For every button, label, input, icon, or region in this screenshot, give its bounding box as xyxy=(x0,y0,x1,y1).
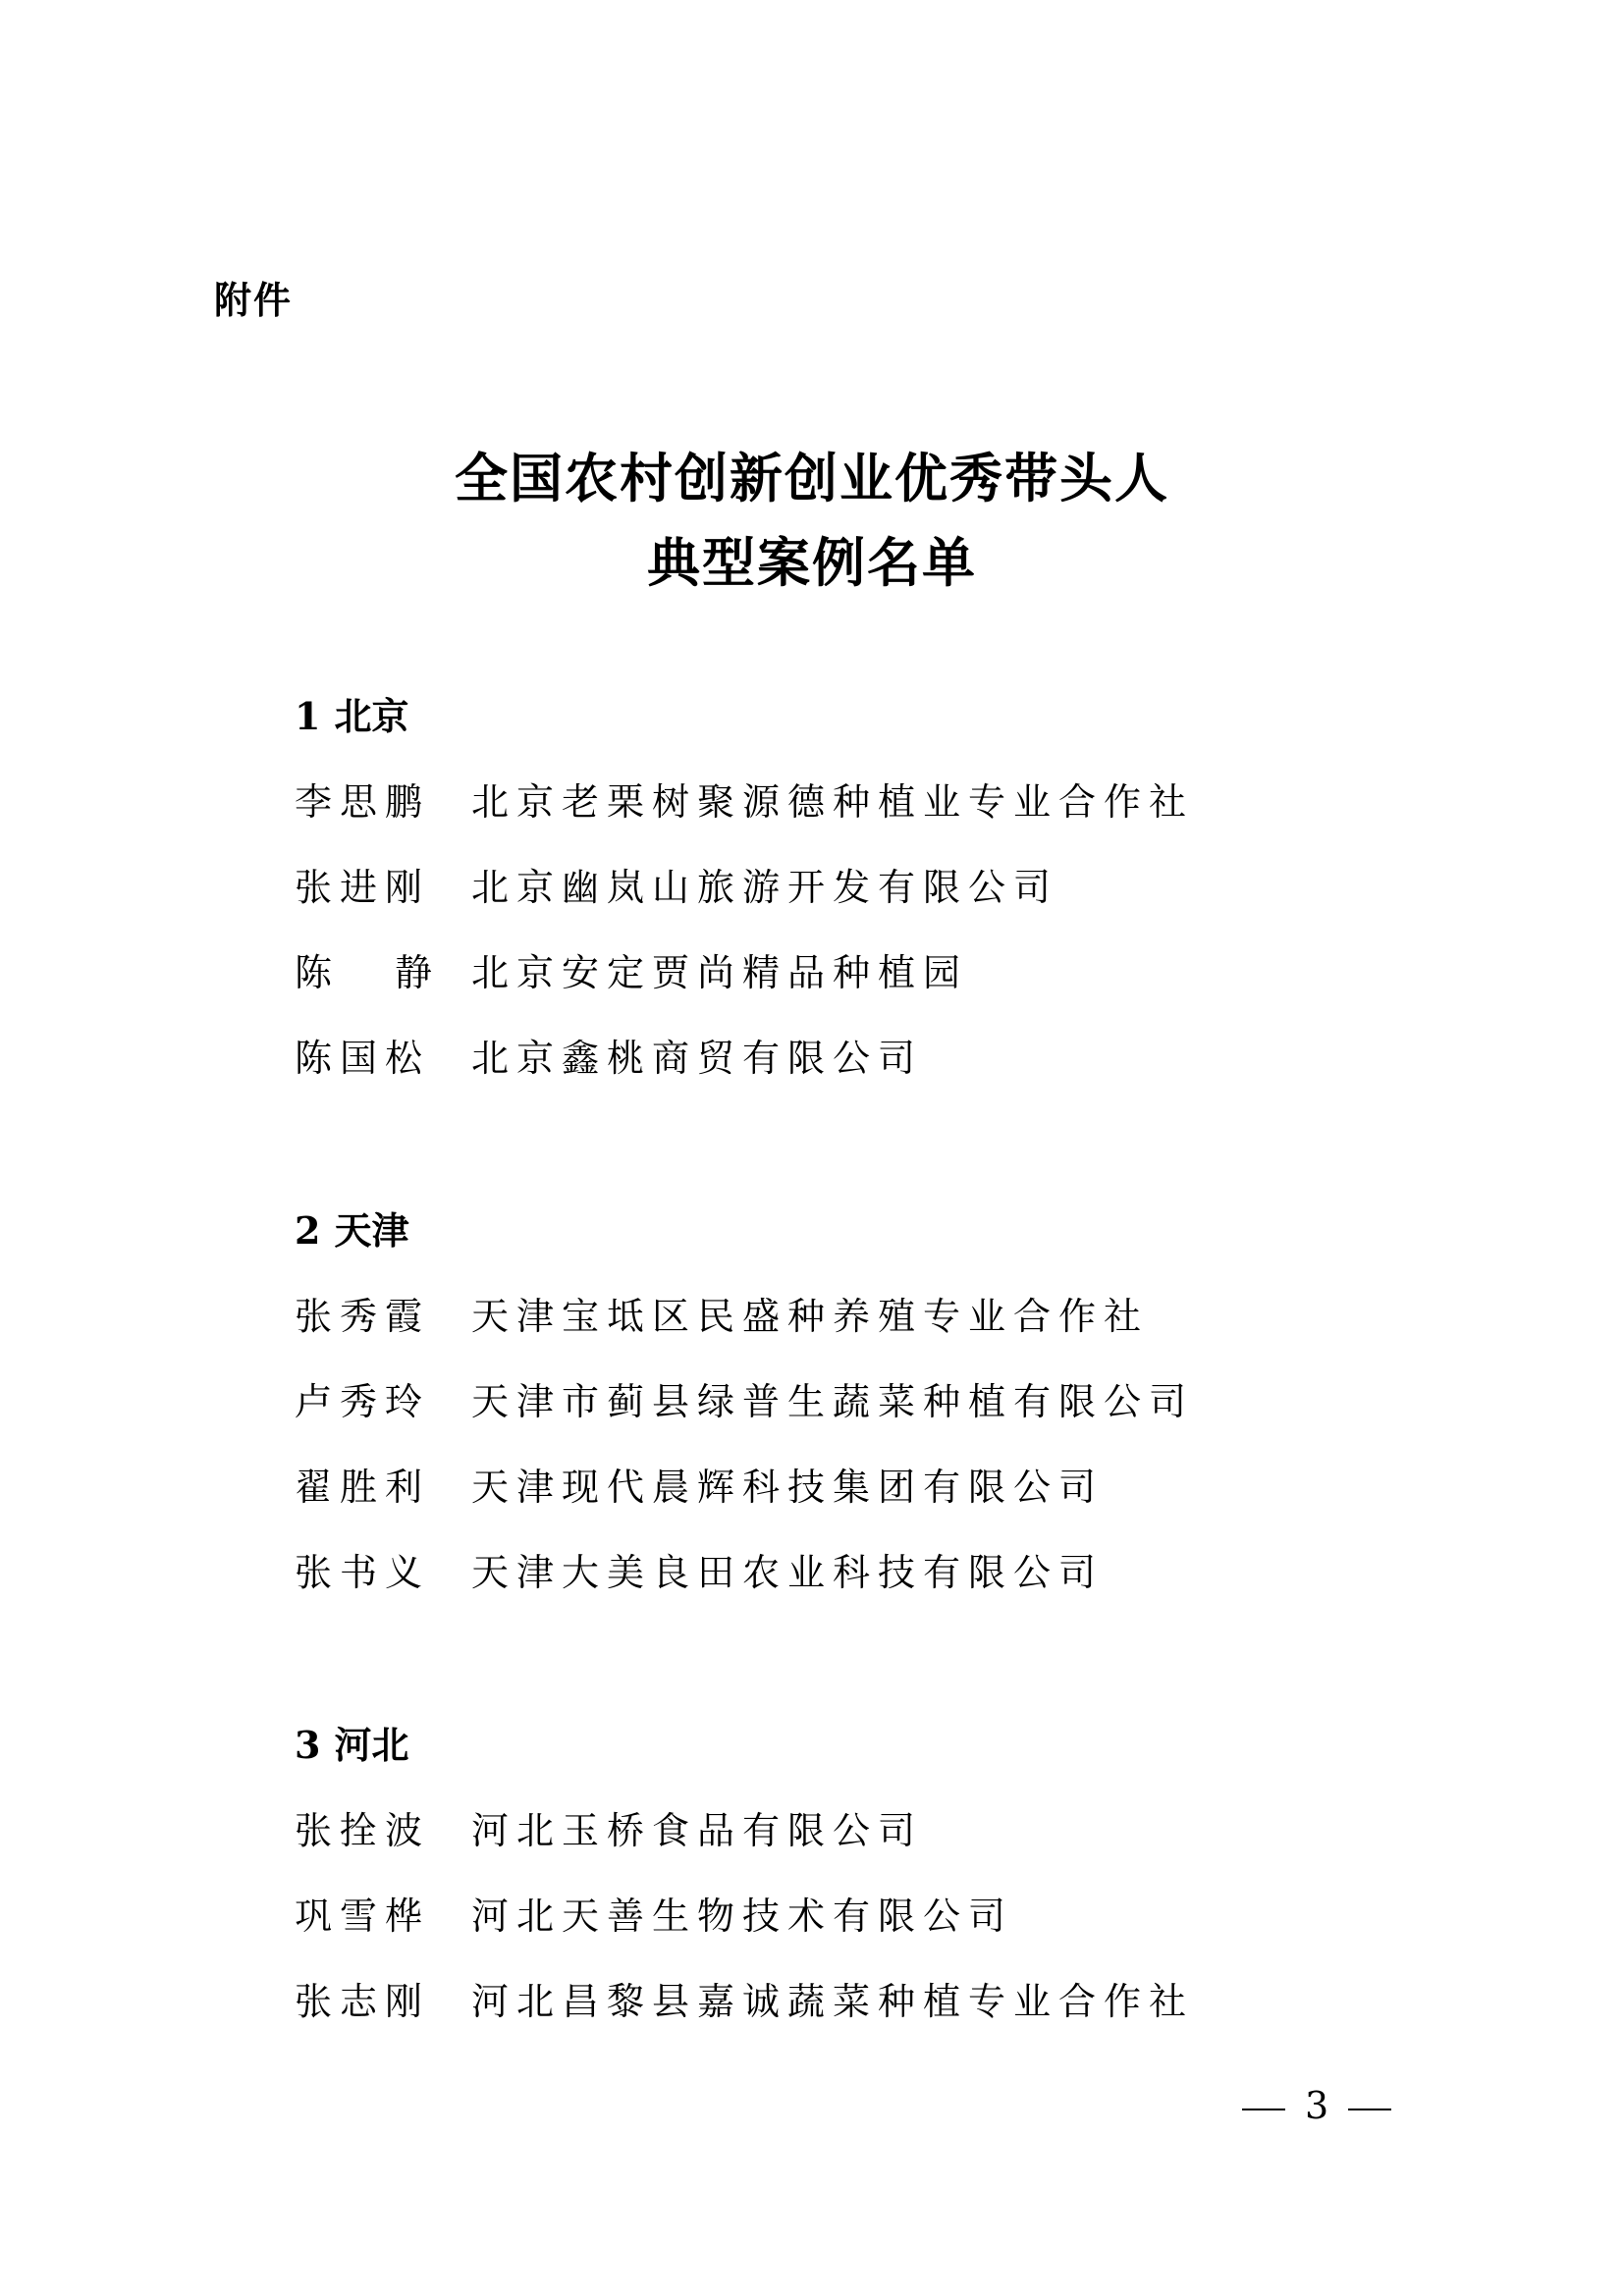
page-title-line-2: 典型案例名单 xyxy=(647,531,977,594)
person-name: 李思鹏 xyxy=(295,780,431,824)
region-number: 2 xyxy=(295,1208,321,1253)
attachment-label: 附件 xyxy=(214,279,294,322)
person-name: 陈国松 xyxy=(295,1037,431,1080)
organization-name: 北京安定贾尚精品种植园 xyxy=(471,951,969,994)
organization-name: 天津现代晨辉科技集团有限公司 xyxy=(471,1466,1105,1509)
list-item xyxy=(295,1029,1375,1088)
person-name: 翟胜利 xyxy=(295,1466,431,1509)
region-name: 天津 xyxy=(334,1208,409,1253)
person-name: 巩雪桦 xyxy=(295,1895,431,1938)
page-number-dash-right xyxy=(1348,2109,1391,2110)
list-item xyxy=(295,1543,1375,1602)
organization-name: 河北玉桥食品有限公司 xyxy=(471,1809,924,1852)
list-item xyxy=(295,1458,1375,1517)
case-list xyxy=(295,687,1375,2057)
region-name: 北京 xyxy=(334,694,409,738)
region-name: 河北 xyxy=(334,1723,409,1767)
list-item xyxy=(295,773,1375,831)
region-hebei xyxy=(295,1716,1375,2031)
list-item xyxy=(295,1287,1375,1346)
list-item xyxy=(295,858,1375,917)
region-heading xyxy=(295,687,1375,746)
person-name: 张志刚 xyxy=(295,1980,431,2023)
list-item xyxy=(295,1972,1375,2031)
organization-name: 河北昌黎县嘉诚蔬菜种植专业合作社 xyxy=(471,1980,1195,2023)
page-title-line-1: 全国农村创新创业优秀带头人 xyxy=(455,447,1169,509)
region-number: 3 xyxy=(295,1723,321,1767)
organization-name: 北京鑫桃商贸有限公司 xyxy=(471,1037,924,1080)
organization-name: 天津宝坻区民盛种养殖专业合作社 xyxy=(471,1295,1150,1338)
region-tianjin xyxy=(295,1201,1375,1602)
person-name: 张秀霞 xyxy=(295,1295,431,1338)
region-beijing xyxy=(295,687,1375,1088)
organization-name: 北京幽岚山旅游开发有限公司 xyxy=(471,866,1059,909)
organization-name: 天津市蓟县绿普生蔬菜种植有限公司 xyxy=(471,1380,1195,1423)
organization-name: 北京老栗树聚源德种植业专业合作社 xyxy=(471,780,1195,824)
page-number-value: 3 xyxy=(1305,2084,1329,2127)
person-name: 张进刚 xyxy=(295,866,431,909)
person-name: 张拴波 xyxy=(295,1809,431,1852)
region-heading xyxy=(295,1201,1375,1260)
page-number xyxy=(1242,2081,1391,2130)
list-item xyxy=(295,943,1375,1002)
region-heading xyxy=(295,1716,1375,1775)
list-item xyxy=(295,1372,1375,1431)
person-name: 陈静 xyxy=(295,951,496,994)
list-item xyxy=(295,1801,1375,1860)
person-name: 卢秀玲 xyxy=(295,1380,431,1423)
person-name: 张书义 xyxy=(295,1551,431,1594)
organization-name: 河北天善生物技术有限公司 xyxy=(471,1895,1014,1938)
organization-name: 天津大美良田农业科技有限公司 xyxy=(471,1551,1105,1594)
page-number-dash-left xyxy=(1242,2109,1285,2110)
list-item xyxy=(295,1887,1375,1946)
region-number: 1 xyxy=(295,694,321,738)
